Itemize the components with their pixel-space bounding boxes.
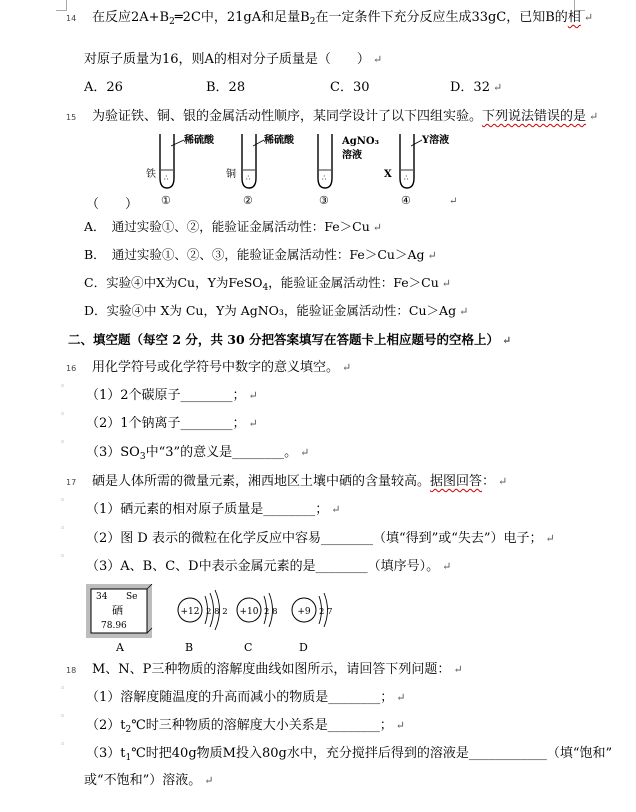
tube3-solution-line1: AgNO₃ [342,136,379,147]
q14-stem-line2: 对原子质量为16，则A的相对分子质量是（ ） ↵ [84,52,383,67]
q17-part-3: （3）A、B、C、D中表示金属元素的是________（填序号）。 ↵ [86,559,452,574]
tube3-solution-line2: 溶液 [342,150,362,161]
q15-option-d: D．实验④中 X为 Cu，Y为 AgNO₃，能验证金属活动性：Cu＞Ag ↵ [84,303,469,318]
atom-structure-c [237,593,278,627]
atom-b-nucleus: +12 [180,607,200,617]
svg-text:↵: ↵ [449,196,458,207]
svg-text:∴: ∴ [246,174,251,182]
question-number: 17 [66,478,77,487]
q18-stem: M、N、P三种物质的溶解度曲线如图所示，请回答下列问题： ↵ [92,662,463,677]
atom-c-nucleus: +10 [239,607,259,617]
q15-answer-blank: （ ） [86,197,139,212]
atom-structure-d [292,593,333,627]
tube2-solution: 稀硫酸 [264,135,294,146]
section-heading: 二、填空题（每空 2 分，共 30 分把答案填写在答题卡上相应题号的空格上） ↵ [68,332,512,347]
q14-option-b: B．28 [206,80,246,95]
test-tube-3 [318,134,379,207]
element-symbol: Se [126,592,138,602]
element-atomic-number: 34 [96,592,108,602]
element-mass: 78.96 [101,621,127,631]
question-number: 15 [66,113,77,122]
test-tube-2 [226,133,295,207]
tube1-solution: 稀硫酸 [184,135,214,146]
q16-stem: 用化学符号或化学符号中数字的意义填空。 ↵ [92,360,352,375]
page-corner-mark [56,0,67,11]
tube1-label: ① [161,194,171,207]
q15-stem: 为验证铁、铜、银的金属活动性顺序，某同学设计了以下四组实验。下列说法错误的是 ↵ [92,109,599,124]
tube4-solution: Y溶液 [422,135,450,146]
tube4-label: ④ [401,194,411,207]
svg-text:∴: ∴ [164,174,169,182]
q15-option-c: C．实验④中X为Cu，Y为FeSO$_4$，能验证金属活动性：Fe＞Cu ↵ [84,275,451,293]
tube2-label: ② [243,194,253,207]
atom-b-shells: 2 8 2 [206,607,228,617]
atom-d-shells: 2 7 [319,607,333,617]
q15-experiment-figure [136,130,466,210]
q16-part-3: $(3)SO_3$中“3”的意义是________。 ↵ [86,445,310,462]
test-tube-1 [146,133,215,207]
q16-part-1: （1）2个碳原子________； ↵ [86,388,258,403]
q17-part-1: （1）硒元素的相对原子质量是________； ↵ [86,502,341,517]
q17-part-2: （2）图 D 表示的微粒在化学反应中容易________（填“得到”或“失去”）电子； ↵ [86,531,555,546]
tube1-metal: 铁 [146,169,156,180]
figure-label-a: A [116,641,124,654]
q18-part-3-continued: 或“不饱和”）溶液。 ↵ [84,773,214,788]
svg-text:∴: ∴ [404,174,409,182]
q15-option-b: B． 通过实验①、②、③，能验证金属活动性：Fe＞Cu＞Ag ↵ [84,247,437,262]
q15-option-a: A． 通过实验①、②，能验证金属活动性：Fe＞Cu ↵ [84,219,382,234]
q17-figure [86,584,346,654]
test-tube-4 [384,133,449,207]
question-number: 16 [66,364,77,373]
question-number: 14 [66,14,77,23]
tube4-metal: X [384,169,392,180]
figure-label-d: D [299,641,308,654]
q18-part-3: $(3)t_1℃$时把40g物质M投入80g水中，充分搅拌后得到的溶液是____________（填“饱和” [86,746,613,763]
tube2-metal: 铜 [226,169,236,180]
atom-c-shells: 2 8 [264,607,278,617]
selenium-element-card [86,584,152,638]
q17-stem: 硒是人体所需的微量元素，湘西地区土壤中硒的含量较高。据图回答： ↵ [92,474,508,489]
q18-part-1: （1）溶解度随温度的升高而减小的物质是________； ↵ [86,690,406,705]
atom-structure-b [178,590,228,630]
question-number: 18 [66,666,77,675]
element-name: 硒 [112,604,123,617]
q14-option-d: D．32 ↵ [450,80,503,95]
svg-text:∴: ∴ [322,174,327,182]
q14-option-a: A．26 [84,80,123,95]
figure-label-b: B [185,641,194,654]
tube3-label: ③ [319,194,329,207]
atom-d-nucleus: +9 [297,607,311,617]
q14-stem-line1: 在反应$2A+B_2═2C$中，21gA和足量$B_2$在一定条件下充分反应生成33gC，已知B的相 ↵ [92,10,594,27]
q18-part-2: $(2)t_2℃$时三种物质的溶解度大小关系是________； ↵ [86,718,405,735]
q16-part-2: （2）1个钠离子________； ↵ [86,416,258,431]
q14-option-c: C．30 [330,80,370,95]
figure-label-c: C [244,641,253,654]
